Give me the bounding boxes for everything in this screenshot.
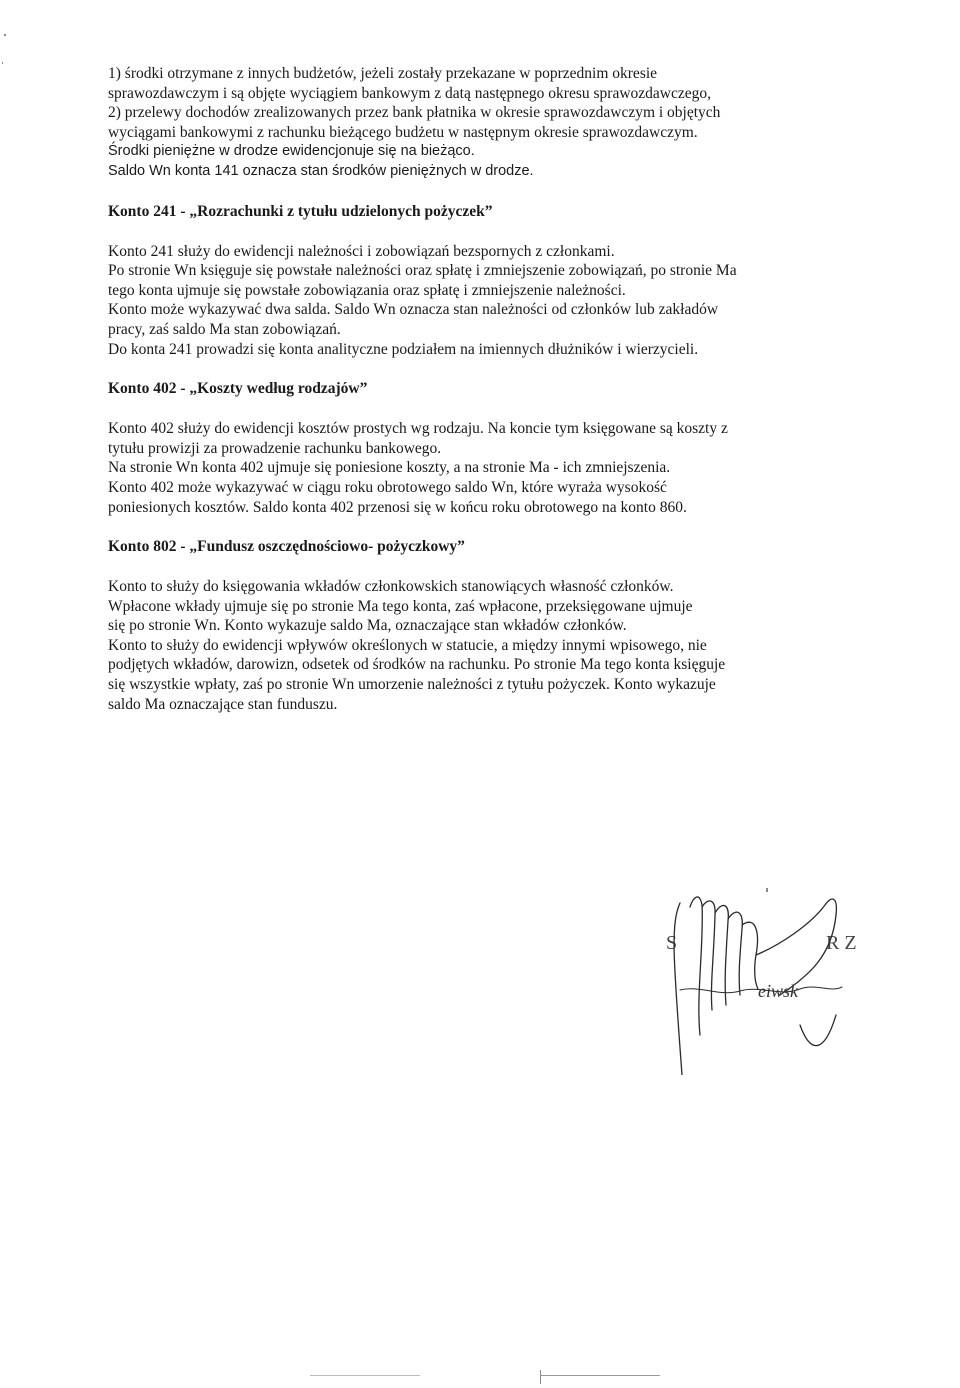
text-line: się wszystkie wpłaty, zaś po stronie Wn umorzenie należności z tytułu pożyczek. Konto wykazuje: [108, 676, 716, 694]
text-line: Do konta 241 prowadzi się konta analityczne podziałem na imiennych dłużników i wierzycieli.: [108, 340, 699, 358]
scan-edge-line: [540, 1370, 541, 1384]
text-line: Środki pieniężne w drodze ewidencjonuje się na bieżąco.: [108, 143, 475, 160]
document-body: [108, 64, 868, 714]
text-line: Konto to służy do księgowania wkładów członkowskich stanowiących własność członków.: [108, 578, 674, 596]
text-line: Konto 241 służy do ewidencji należności i zobowiązań bezspornych z członkami.: [108, 242, 615, 260]
text-line: 2) przelewy dochodów zrealizowanych przez bank płatnika w okresie sprawozdawczym i objętych: [108, 104, 721, 122]
text-line: Konto to służy do ewidencji wpływów określonych w statucie, a między innymi wpisowego, nie: [108, 636, 707, 654]
text-line: wyciągami bankowymi z rachunku bieżącego budżetu w następnym okresie sprawozdawczym.: [108, 123, 698, 141]
svg-text:R Z: R Z: [826, 932, 857, 954]
text-line: poniesionych kosztów. Saldo konta 402 przenosi się w końcu roku obrotowego na konto 860.: [108, 498, 687, 516]
section-heading: Konto 241 - „Rozrachunki z tytułu udzielonych pożyczek”: [108, 202, 493, 220]
text-line: Saldo Wn konta 141 oznacza stan środków pieniężnych w drodze.: [108, 162, 534, 179]
text-line: saldo Ma oznaczające stan funduszu.: [108, 695, 338, 713]
text-line: Konto 402 służy do ewidencji kosztów prostych wg rodzaju. Na koncie tym księgowane są koszty z: [108, 420, 728, 438]
text-line: podjętych wkładów, darowizn, odsetek od środków na rachunku. Po stronie Ma tego konta księguje: [108, 656, 726, 674]
section-konto-802: [108, 537, 868, 714]
scan-edge-line: [540, 1375, 660, 1376]
svg-text:eiwsk: eiwsk: [758, 981, 798, 1001]
svg-text:S: S: [666, 932, 685, 954]
scan-speck: [2, 62, 3, 64]
text-line: 1) środki otrzymane z innych budżetów, jeżeli zostały przekazane w poprzednim okresie: [108, 65, 658, 82]
text-line: się po stronie Wn. Konto wykazuje saldo Ma, oznaczające stan wkładów członków.: [108, 617, 627, 635]
scan-edge-line: [310, 1375, 420, 1376]
section-konto-402: [108, 379, 868, 517]
text-line: Konto 402 może wykazywać w ciągu roku obrotowego saldo Wn, które wyraża wysokość: [108, 478, 667, 496]
scan-speck: [4, 34, 6, 36]
section-heading: Konto 802 - „Fundusz oszczędnościowo- pożyczkowy”: [108, 538, 465, 556]
text-line: tytułu prowizji za prowadzenie rachunku bankowego.: [108, 439, 442, 457]
section-heading: Konto 402 - „Koszty według rodzajów”: [108, 380, 368, 398]
text-line: Wpłacone wkłady ujmuje się po stronie Ma tego konta, zaś wpłacone, przeksięgowane ujmuje: [108, 597, 693, 615]
text-line: sprawozdawczym i są objęte wyciągiem bankowym z datą następnego okresu sprawozdawczego,: [108, 84, 711, 102]
signature-drawing: [660, 885, 860, 1075]
intro-block: [108, 64, 868, 182]
scan-speck: [766, 888, 768, 892]
text-line: tego konta ujmuje się powstałe zobowiązania oraz spłatę i zmniejszenie należności.: [108, 281, 626, 299]
signature-stamp: [660, 885, 860, 1075]
text-line: Konto może wykazywać dwa salda. Saldo Wn oznacza stan należności od członków lub zakładów: [108, 301, 719, 319]
text-line: pracy, zaś saldo Ma stan zobowiązań.: [108, 320, 341, 338]
section-konto-241: [108, 202, 868, 360]
text-line: Po stronie Wn księguje się powstałe należności oraz spłatę i zmniejszenie zobowiązań, po stronie Ma: [108, 262, 737, 280]
text-line: Na stronie Wn konta 402 ujmuje się poniesione koszty, a na stronie Ma - ich zmniejszenia.: [108, 459, 671, 477]
